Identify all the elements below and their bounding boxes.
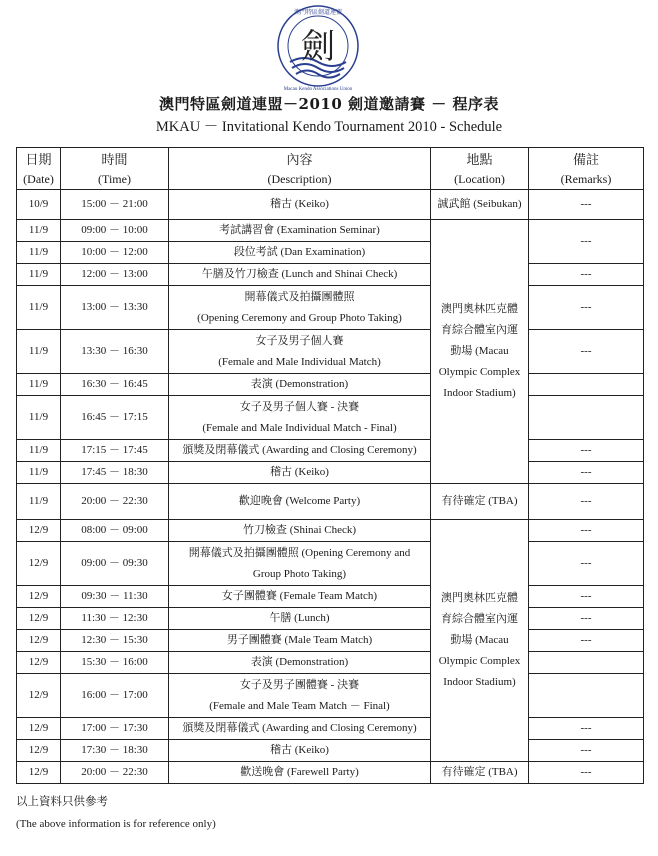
cell-remarks: --- bbox=[529, 220, 644, 264]
cell-description: 考試講習會 (Examination Seminar) bbox=[169, 220, 431, 242]
cell-description: 開幕儀式及拍攝團體照 (Opening Ceremony and Group Photo Taking) bbox=[169, 286, 431, 330]
cell-date: 12/9 bbox=[17, 542, 61, 586]
cell-description: 表演 (Demonstration) bbox=[169, 374, 431, 396]
logo-ring-text: 澳門特區劍道連盟 bbox=[293, 9, 343, 16]
cell-time: 09:30 － 11:30 bbox=[61, 586, 169, 608]
table-row bbox=[17, 484, 644, 520]
cell-location-stadium: 澳門奧林匹克體 育綜合體室內運 動場 (Macau Olympic Complex Indoor Stadium) bbox=[431, 220, 529, 484]
cell-remarks: --- bbox=[529, 542, 644, 586]
cell-time: 15:30 － 16:00 bbox=[61, 652, 169, 674]
table-row bbox=[17, 286, 644, 330]
table-row bbox=[17, 630, 644, 652]
cell-remarks bbox=[529, 674, 644, 718]
cell-remarks: --- bbox=[529, 608, 644, 630]
cell-date: 11/9 bbox=[17, 484, 61, 520]
cell-remarks: --- bbox=[529, 286, 644, 330]
header-time: 時間 (Time) bbox=[61, 148, 169, 190]
cell-description: 稽古 (Keiko) bbox=[169, 740, 431, 762]
cell-remarks bbox=[529, 652, 644, 674]
cell-date: 12/9 bbox=[17, 630, 61, 652]
title-chinese: 澳門特區劍道連盟－2010 劍道邀請賽 － 程序表 bbox=[159, 95, 499, 113]
cell-description: 女子團體賽 (Female Team Match) bbox=[169, 586, 431, 608]
cell-location: 誠武館 (Seibukan) bbox=[431, 190, 529, 220]
cell-remarks: --- bbox=[529, 190, 644, 220]
table-row bbox=[17, 374, 644, 396]
header-description: 內容 (Description) bbox=[169, 148, 431, 190]
cell-description: 稽古 (Keiko) bbox=[169, 190, 431, 220]
cell-time: 20:00 － 22:30 bbox=[61, 762, 169, 784]
table-row bbox=[17, 396, 644, 440]
table-row bbox=[17, 542, 644, 586]
table-row bbox=[17, 220, 644, 242]
cell-date: 12/9 bbox=[17, 674, 61, 718]
header-date: 日期 (Date) bbox=[17, 148, 61, 190]
cell-description: 午膳及竹刀檢查 (Lunch and Shinai Check) bbox=[169, 264, 431, 286]
cell-description: 稽古 (Keiko) bbox=[169, 462, 431, 484]
cell-date: 11/9 bbox=[17, 242, 61, 264]
cell-time: 13:30 － 16:30 bbox=[61, 330, 169, 374]
cell-time: 17:30 － 18:30 bbox=[61, 740, 169, 762]
cell-date: 10/9 bbox=[17, 190, 61, 220]
cell-remarks: --- bbox=[529, 740, 644, 762]
cell-date: 11/9 bbox=[17, 462, 61, 484]
table-row bbox=[17, 608, 644, 630]
cell-time: 20:00 － 22:30 bbox=[61, 484, 169, 520]
table-row bbox=[17, 330, 644, 374]
schedule-table bbox=[16, 147, 644, 784]
table-row bbox=[17, 190, 644, 220]
table-row bbox=[17, 586, 644, 608]
cell-remarks: --- bbox=[529, 264, 644, 286]
footer-note-chinese: 以上資料只供參考 bbox=[16, 794, 108, 808]
cell-date: 11/9 bbox=[17, 220, 61, 242]
cell-description: 午膳 (Lunch) bbox=[169, 608, 431, 630]
cell-date: 12/9 bbox=[17, 762, 61, 784]
cell-time: 10:00 － 12:00 bbox=[61, 242, 169, 264]
table-row bbox=[17, 440, 644, 462]
cell-description: 頒獎及閉幕儀式 (Awarding and Closing Ceremony) bbox=[169, 440, 431, 462]
cell-date: 11/9 bbox=[17, 374, 61, 396]
cell-date: 11/9 bbox=[17, 264, 61, 286]
cell-remarks: --- bbox=[529, 586, 644, 608]
header-row bbox=[17, 148, 644, 190]
cell-time: 17:45 － 18:30 bbox=[61, 462, 169, 484]
cell-description: 竹刀檢查 (Shinai Check) bbox=[169, 520, 431, 542]
cell-time: 16:30 － 16:45 bbox=[61, 374, 169, 396]
cell-description: 歡送晚會 (Farewell Party) bbox=[169, 762, 431, 784]
logo-glyph: 劍 bbox=[301, 27, 335, 67]
table-row bbox=[17, 762, 644, 784]
cell-date: 11/9 bbox=[17, 286, 61, 330]
cell-remarks: --- bbox=[529, 630, 644, 652]
cell-date: 12/9 bbox=[17, 586, 61, 608]
cell-remarks bbox=[529, 374, 644, 396]
title-english: MKAU － Invitational Kendo Tournament 2010 - Schedule bbox=[155, 119, 503, 135]
cell-date: 12/9 bbox=[17, 608, 61, 630]
cell-time: 11:30 － 12:30 bbox=[61, 608, 169, 630]
cell-date: 12/9 bbox=[17, 652, 61, 674]
footer-note-english: (The above information is for reference only) bbox=[16, 818, 216, 830]
cell-remarks: --- bbox=[529, 462, 644, 484]
logo-ring-text-en: Macau Kendo Associations Union bbox=[283, 87, 353, 92]
cell-date: 12/9 bbox=[17, 520, 61, 542]
cell-time: 16:45 － 17:15 bbox=[61, 396, 169, 440]
cell-description: 女子及男子個人賽 (Female and Male Individual Match) bbox=[169, 330, 431, 374]
cell-date: 12/9 bbox=[17, 740, 61, 762]
cell-time: 12:30 － 15:30 bbox=[61, 630, 169, 652]
cell-date: 11/9 bbox=[17, 330, 61, 374]
table-row bbox=[17, 652, 644, 674]
table-row bbox=[17, 674, 644, 718]
cell-remarks: --- bbox=[529, 440, 644, 462]
cell-description: 女子及男子團體賽 - 決賽 (Female and Male Team Match － Final) bbox=[169, 674, 431, 718]
cell-remarks: --- bbox=[529, 330, 644, 374]
cell-date: 12/9 bbox=[17, 718, 61, 740]
table-row bbox=[17, 520, 644, 542]
table-row bbox=[17, 264, 644, 286]
cell-description: 開幕儀式及拍攝團體照 (Opening Ceremony and Group Photo Taking) bbox=[169, 542, 431, 586]
cell-description: 段位考試 (Dan Examination) bbox=[169, 242, 431, 264]
cell-time: 08:00 － 09:00 bbox=[61, 520, 169, 542]
cell-description: 歡迎晚會 (Welcome Party) bbox=[169, 484, 431, 520]
cell-remarks: --- bbox=[529, 484, 644, 520]
cell-remarks: --- bbox=[529, 762, 644, 784]
cell-time: 09:00 － 09:30 bbox=[61, 542, 169, 586]
cell-description: 男子團體賽 (Male Team Match) bbox=[169, 630, 431, 652]
mkau-logo bbox=[268, 2, 368, 92]
cell-location: 有待確定 (TBA) bbox=[431, 484, 529, 520]
cell-time: 17:00 － 17:30 bbox=[61, 718, 169, 740]
cell-remarks: --- bbox=[529, 520, 644, 542]
table-row bbox=[17, 740, 644, 762]
cell-time: 17:15 － 17:45 bbox=[61, 440, 169, 462]
cell-date: 11/9 bbox=[17, 440, 61, 462]
cell-description: 表演 (Demonstration) bbox=[169, 652, 431, 674]
cell-time: 12:00 － 13:00 bbox=[61, 264, 169, 286]
table-row bbox=[17, 718, 644, 740]
cell-remarks bbox=[529, 396, 644, 440]
cell-time: 15:00 － 21:00 bbox=[61, 190, 169, 220]
cell-date: 11/9 bbox=[17, 396, 61, 440]
cell-description: 頒獎及閉幕儀式 (Awarding and Closing Ceremony) bbox=[169, 718, 431, 740]
header-remarks: 備註 (Remarks) bbox=[529, 148, 644, 190]
cell-remarks: --- bbox=[529, 718, 644, 740]
cell-description: 女子及男子個人賽 - 決賽 (Female and Male Individual Match - Final) bbox=[169, 396, 431, 440]
cell-location-stadium: 澳門奧林匹克體 育綜合體室內運 動場 (Macau Olympic Complex Indoor Stadium) bbox=[431, 520, 529, 762]
cell-location: 有待確定 (TBA) bbox=[431, 762, 529, 784]
header-location: 地點 (Location) bbox=[431, 148, 529, 190]
cell-time: 13:00 － 13:30 bbox=[61, 286, 169, 330]
cell-time: 09:00 － 10:00 bbox=[61, 220, 169, 242]
cell-time: 16:00 － 17:00 bbox=[61, 674, 169, 718]
table-row bbox=[17, 462, 644, 484]
